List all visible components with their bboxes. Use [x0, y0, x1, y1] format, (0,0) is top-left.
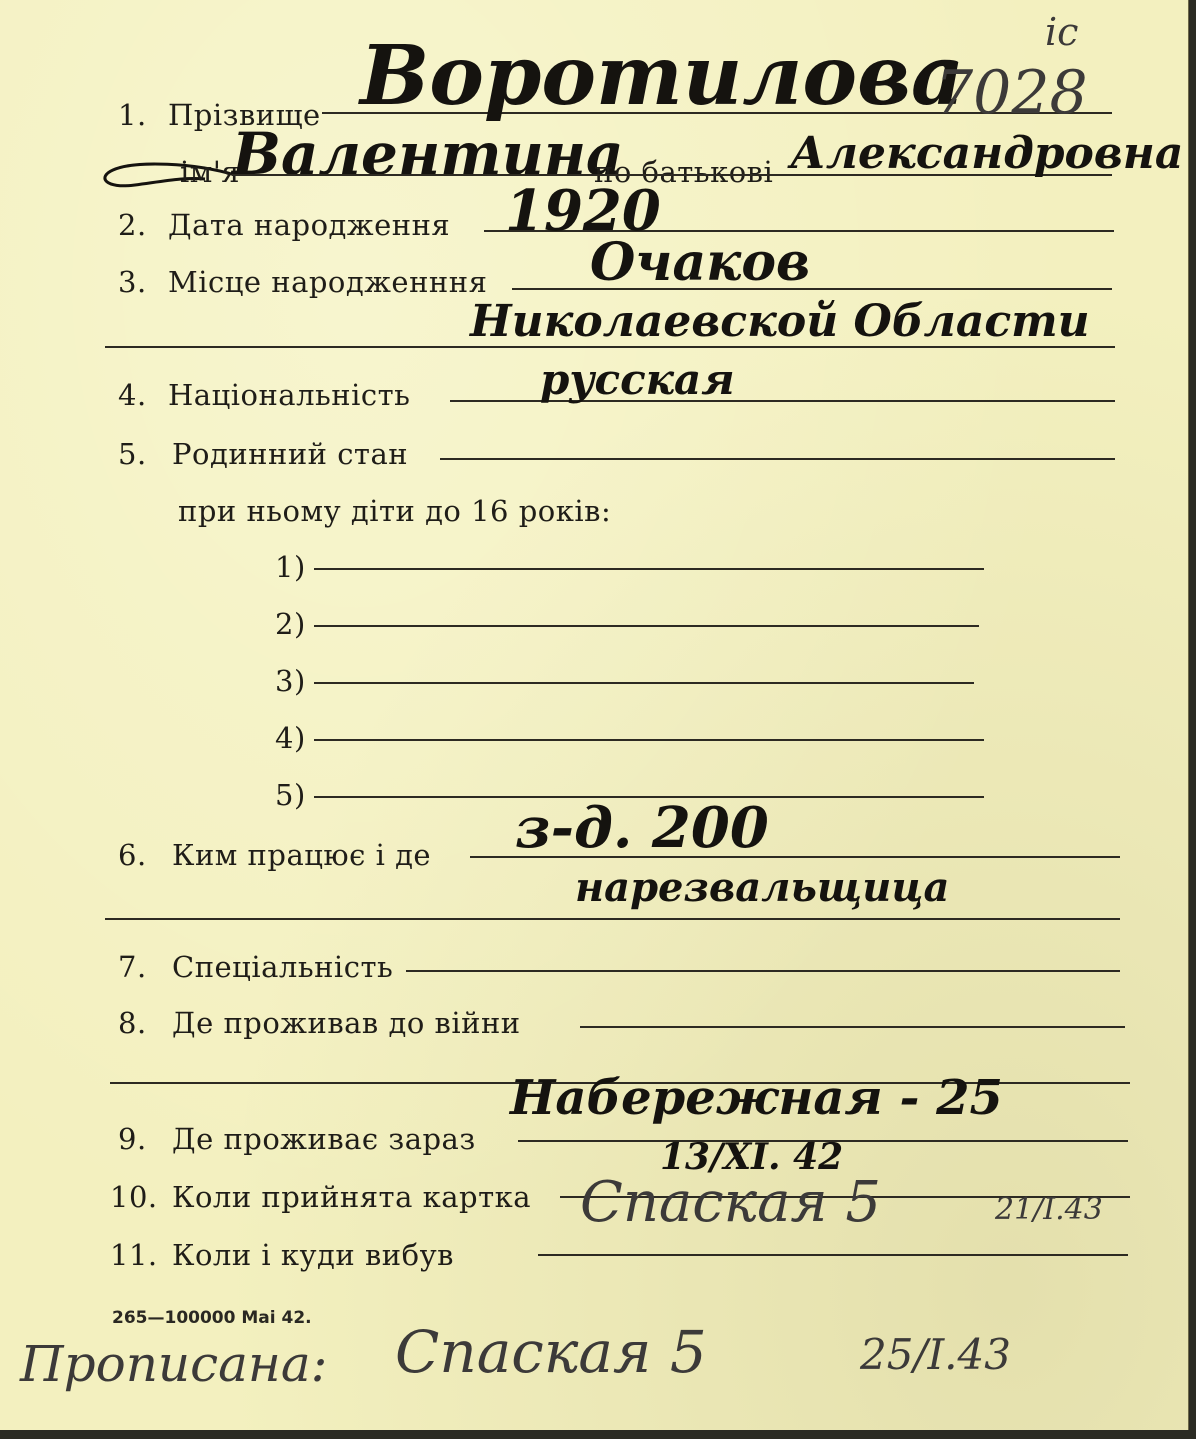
departed-value: Спаская 5: [580, 1170, 881, 1235]
current-residence-value: Набережная - 25: [510, 1070, 1003, 1126]
card-number-note: 7028: [935, 58, 1088, 128]
birth-date-value: 1920: [505, 178, 661, 244]
field-5-line: [440, 458, 1115, 460]
first-name-value: Валентина: [232, 120, 624, 188]
field-2-number: 2.: [118, 208, 147, 242]
first-name-label: ім'я: [180, 155, 241, 189]
field-10-number: 10.: [110, 1180, 158, 1214]
child-1-line: [314, 568, 984, 570]
field-11-label: Коли і куди вибув: [172, 1238, 454, 1272]
birth-place-value: Очаков: [590, 232, 811, 293]
field-6-label: Ким працює і де: [172, 838, 432, 872]
child-3-number: 3): [275, 664, 306, 698]
child-5-number: 5): [275, 778, 306, 812]
child-4-line: [314, 739, 984, 741]
field-5-label: Родинний стан: [172, 437, 409, 471]
field-11-line: [538, 1254, 1128, 1256]
field-3-line2: [105, 346, 1115, 348]
field-10-label: Коли прийнята картка: [172, 1180, 532, 1214]
field-1-number: 1.: [118, 98, 147, 132]
field-8-number: 8.: [118, 1006, 147, 1040]
field-7-number: 7.: [118, 950, 147, 984]
child-2-line: [314, 625, 979, 627]
printer-code: 265—100000 Mai 42.: [112, 1308, 312, 1328]
child-4-number: 4): [275, 721, 306, 755]
footer-note-value: Спаская 5: [395, 1318, 707, 1386]
child-2-number: 2): [275, 607, 306, 641]
card-accepted-value: 13/XI. 42: [660, 1136, 844, 1178]
child-1-number: 1): [275, 550, 306, 584]
children-label: при ньому діти до 16 років:: [178, 494, 612, 528]
field-7-line: [406, 970, 1120, 972]
field-9-number: 9.: [118, 1122, 147, 1156]
footer-note-label: Прописана:: [20, 1335, 328, 1393]
field-4-number: 4.: [118, 378, 147, 412]
field-1-label: Прізвище: [168, 98, 321, 132]
footer-note-date: 25/I.43: [860, 1330, 1011, 1379]
field-11-number: 11.: [110, 1238, 158, 1272]
field-2-label: Дата народження: [168, 208, 451, 242]
departed-date: 21/I.43: [995, 1192, 1103, 1227]
field-9-label: Де проживає зараз: [172, 1122, 476, 1156]
field-3-label: Місце народженння: [168, 265, 488, 299]
child-3-line: [314, 682, 974, 684]
field-8-label: Де проживав до війни: [172, 1006, 521, 1040]
nationality-value: русская: [540, 355, 735, 404]
patronymic-value: Александровна: [790, 128, 1184, 179]
workplace-value: з-д. 200: [515, 795, 769, 861]
birth-place-value-line2: Николаевской Области: [470, 296, 1090, 347]
field-7-label: Спеціальність: [172, 950, 394, 984]
workplace-value-line2: нарезвальщица: [575, 864, 950, 911]
field-4-label: Національність: [168, 378, 411, 412]
card-number-superscript: ic: [1045, 10, 1079, 54]
patronymic-label: по батькові: [594, 155, 774, 189]
field-5-number: 5.: [118, 437, 147, 471]
surname-value: Воротилова: [360, 28, 965, 124]
field-6-line2: [105, 918, 1120, 920]
field-8-line: [580, 1026, 1125, 1028]
field-3-number: 3.: [118, 265, 147, 299]
field-6-number: 6.: [118, 838, 147, 872]
